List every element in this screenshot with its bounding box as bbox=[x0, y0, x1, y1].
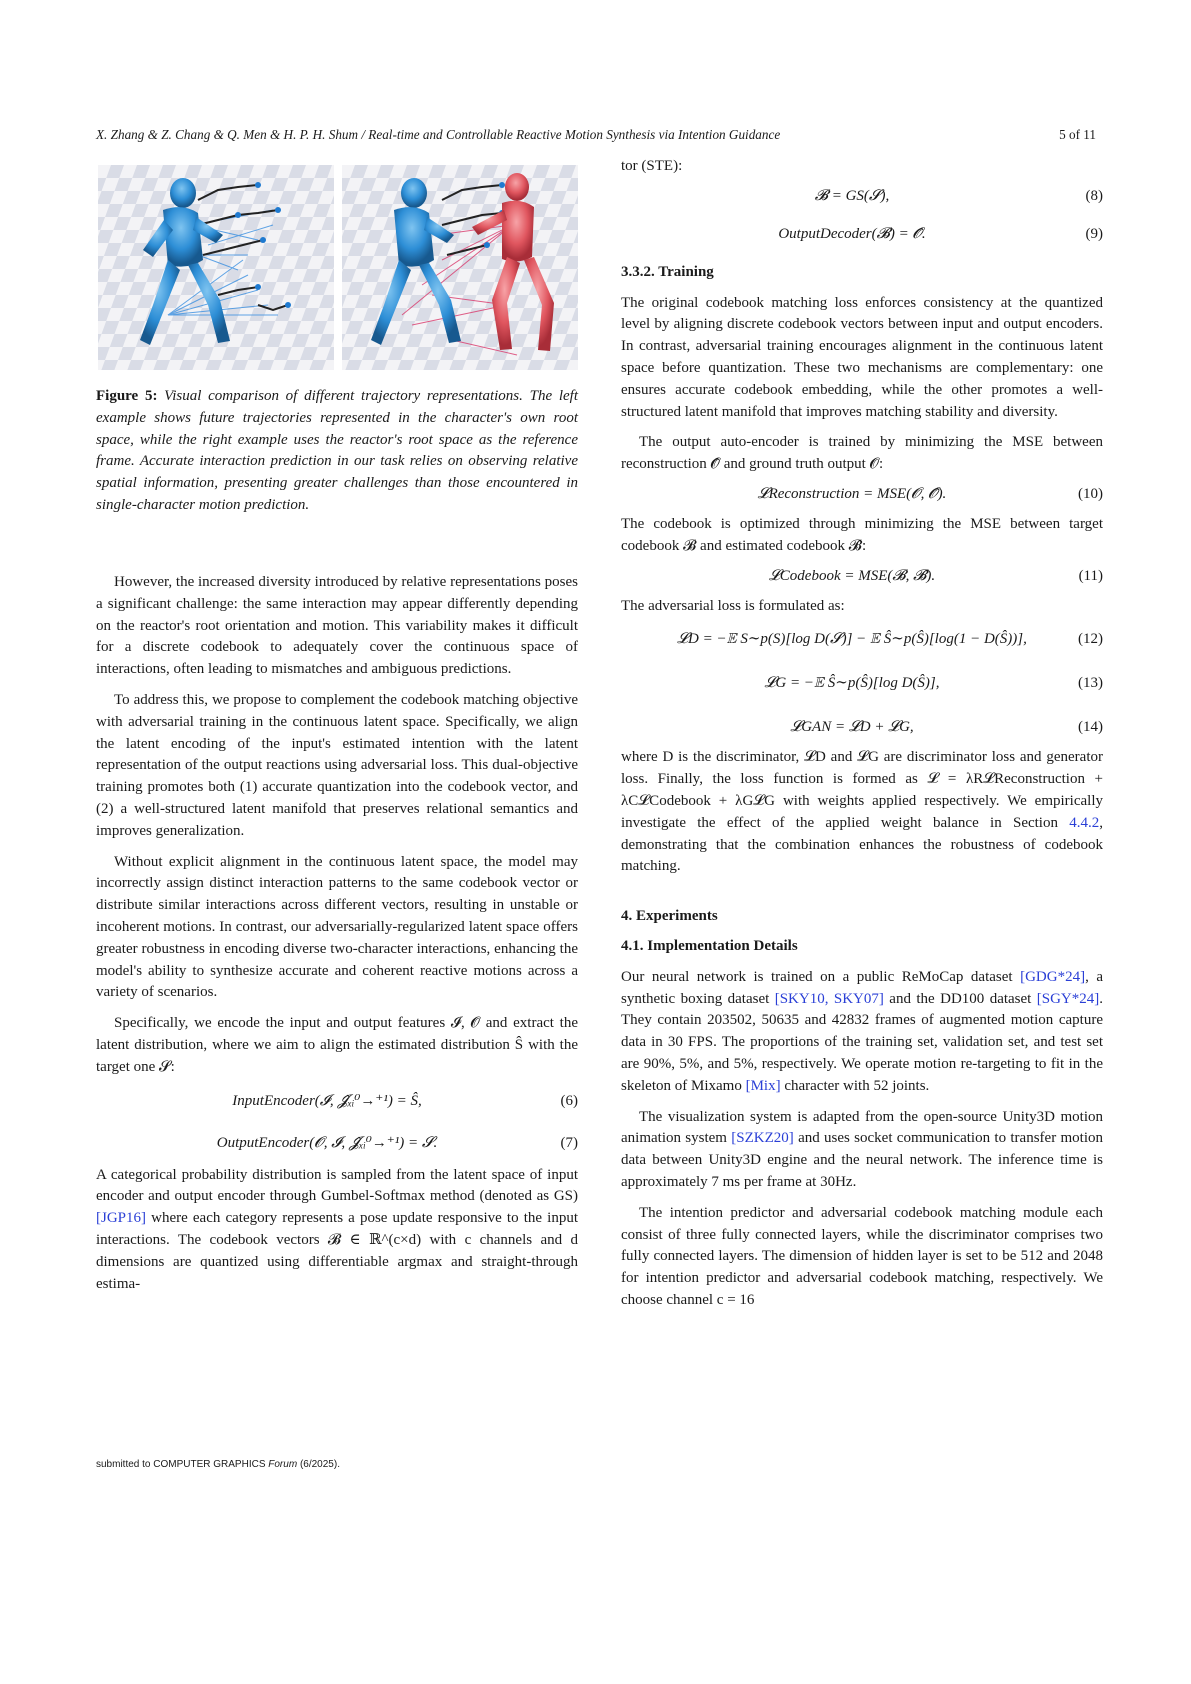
equation-12-number: (12) bbox=[1078, 631, 1103, 648]
footer: submitted to COMPUTER GRAPHICS Forum (6/2025). bbox=[96, 1459, 340, 1470]
equation-8-number: (8) bbox=[1085, 187, 1103, 204]
equation-6 bbox=[96, 1091, 578, 1113]
equation-9-number: (9) bbox=[1085, 225, 1103, 242]
render-reactor-root-space bbox=[342, 165, 578, 370]
paragraph-adversarial-proposal: To address this, we propose to complement the codebook matching objective with adversarial training in the continuous latent space. Specifically, we align the latent encoding of the input's estimated intention with the latent representation of the output reactions using adversarial loss. This dual-objective training promotes both (1) accurate quantization into the codebook vector, and (2) a well-structured latent manifold that preserves relational semantics and improves generalization. bbox=[96, 691, 578, 839]
equation-7-number: (7) bbox=[560, 1134, 578, 1151]
section-heading-training: 3.3.2. Training bbox=[621, 263, 714, 280]
equation-6-body: InputEncoder(𝓘, 𝓙̂ₓᵢ⁰→⁺¹) = Ŝ, bbox=[232, 1092, 422, 1109]
paragraph-ste-continued: tor (STE): bbox=[621, 158, 683, 174]
citation-mix[interactable]: [Mix] bbox=[745, 1077, 781, 1094]
running-header bbox=[96, 127, 1096, 143]
running-title: X. Zhang & Z. Chang & Q. Men & H. P. H. Shum / Real-time and Controllable Reactive Motion Synthesis via Intention Guidance bbox=[96, 127, 781, 142]
equation-14 bbox=[621, 717, 1103, 739]
paragraph-network-details: The intention predictor and adversarial codebook matching module each consist of three fully connected layers, while the discriminator comprises two fully connected layers. The dimension of hidden layer is set to be 512 and 2048 for intention predictor and adversarial codebook matching, respectively. We choose channel c = 16 bbox=[621, 1204, 1103, 1308]
figure-5 bbox=[98, 165, 578, 370]
citation-gdg24[interactable]: [GDG*24] bbox=[1020, 968, 1086, 985]
figure-panel-right bbox=[342, 165, 578, 370]
paragraph-codebook-loss: The original codebook matching loss enforces consistency at the quantized level by aligning discrete codebook vectors between input and output encoders. In contrast, adversarial training encourages alignment in the continuous latent space before quantization. These two mechanisms are complementary: one ensures accurate codebook embedding, while the other promotes a well-structured latent manifold that improves matching stability and diversity. bbox=[621, 294, 1103, 420]
figure-panel-left bbox=[98, 165, 334, 370]
equation-8-body: 𝓑 = GS(𝓢), bbox=[814, 187, 890, 204]
link-section-4-4-2[interactable]: 4.4.2 bbox=[1069, 814, 1100, 831]
paragraph-loss-function: where D is the discriminator, 𝓛D and 𝓛G are discriminator loss and generator loss. Finally, the loss function is formed as 𝓛 = λR𝓛Reconstruction + λC𝓛Codebook + λG𝓛G with weights applied respectively. We empirically investigate the effect of the applied weight balance in Section 4.4.2, demonstrating that the combination enhances the robustness of codebook matching. bbox=[621, 749, 1103, 875]
equation-9 bbox=[621, 224, 1103, 246]
section-heading-experiments: 4. Experiments bbox=[621, 908, 718, 925]
citation-sgy24[interactable]: [SGY*24] bbox=[1036, 990, 1100, 1007]
figure-5-caption bbox=[96, 386, 578, 517]
equation-10-body: 𝓛Reconstruction = MSE(𝓞, 𝓞̂). bbox=[757, 485, 947, 502]
paragraph-encode-features: Specifically, we encode the input and output features 𝓘, 𝓞 and extract the latent distribution, where we aim to align the estimated distribution Ŝ with the target one 𝓢: bbox=[96, 1015, 578, 1075]
paragraph-visualization-system: The visualization system is adapted from the open-source Unity3D motion animation system [SZKZ20] and uses socket communication to transfer motion data between Unity3D engine and the neural network. The inference time is approximately 7 ms per frame at 30Hz. bbox=[621, 1108, 1103, 1190]
equation-6-number: (6) bbox=[560, 1092, 578, 1109]
caption-label: Figure 5: bbox=[96, 388, 158, 404]
equation-14-number: (14) bbox=[1078, 719, 1103, 736]
equation-13-body: 𝓛G = −𝔼 Ŝ∼p(Ŝ)[log D(Ŝ)], bbox=[764, 675, 940, 692]
equation-10 bbox=[621, 484, 1103, 506]
paragraph-autoencoder-mse: The output auto-encoder is trained by minimizing the MSE between reconstruction 𝓞̂ and ground truth output 𝓞: bbox=[621, 434, 1103, 473]
equation-12 bbox=[621, 629, 1103, 651]
equation-11 bbox=[621, 566, 1103, 588]
citation-sky10-sky07[interactable]: [SKY10, SKY07] bbox=[774, 990, 884, 1007]
equation-13 bbox=[621, 673, 1103, 695]
paragraph-codebook-mse: The codebook is optimized through minimizing the MSE between target codebook 𝓑 and estimated codebook 𝓑̂: bbox=[621, 515, 1103, 554]
paragraph-adversarial-loss: The adversarial loss is formulated as: bbox=[621, 597, 845, 614]
citation-jgp16[interactable]: [JGP16] bbox=[96, 1210, 147, 1227]
paragraph-datasets: Our neural network is trained on a public ReMoCap dataset [GDG*24], a synthetic boxing dataset [SKY10, SKY07] and the DD100 dataset [SGY*24]. They contain 203502, 50635 and 42832 frames of augmented motion capture data in 30 FPS. The proportions of the training set, validation set, and test set are 90%, 5%, and 5%, respectively. We operate motion re-targeting to fit in the skeleton of Mixamo [Mix] character with 52 joints. bbox=[621, 968, 1104, 1094]
caption-text: Visual comparison of different trajectory representations. The left example shows future trajectories represented in the character's own root space, while the right example uses the reactor's root space as the reference frame. Accurate interaction prediction in our task relies on observing relative spatial information, presenting greater challenges than those encountered in single-character motion prediction. bbox=[96, 388, 578, 513]
paragraph-diversity-challenge: However, the increased diversity introduced by relative representations poses a significant challenge: the same interaction may appear differently depending on the reactor's root orientation and motion. This variability makes it difficult for a discrete codebook to adequately cover the continuous space of interactions, often leading to mismatches and ambiguous predictions. bbox=[96, 574, 578, 678]
paragraph-gumbel-softmax: A categorical probability distribution is sampled from the latent space of input encoder and output encoder through Gumbel-Softmax method (denoted as GS) [JGP16] where each category represents a pose update responsive to the input interactions. The codebook vectors 𝓑 ∈ ℝ^(c×d) with c channels and d dimensions are quantized using differentiable argmax and straight-through estima- bbox=[96, 1166, 578, 1292]
paragraph-latent-alignment: Without explicit alignment in the continuous latent space, the model may incorrectly assign distinct interaction patterns to the same codebook vector or distribute similar interactions across different vectors, resulting in unstable or incoherent motions. In contrast, our adversarially-regularized latent space offers greater robustness in encoding diverse two-character interactions, enhancing the model's ability to synthesize accurate and coherent reactive motions across a variety of scenarios. bbox=[96, 853, 578, 1001]
section-heading-implementation: 4.1. Implementation Details bbox=[621, 937, 798, 954]
equation-7-body: OutputEncoder(𝓞, 𝓘, 𝓙̂ₓᵢ⁰→⁺¹) = 𝓢. bbox=[216, 1134, 438, 1151]
equation-12-body: 𝓛D = −𝔼 S∼p(S)[log D(𝓢)] − 𝔼 Ŝ∼p(Ŝ)[log(1 − D(Ŝ))], bbox=[677, 631, 1027, 648]
equation-9-body: OutputDecoder(𝓑) = 𝓞̂. bbox=[778, 225, 926, 242]
equation-8 bbox=[621, 186, 1103, 208]
equation-10-number: (10) bbox=[1078, 485, 1103, 502]
page-number: 5 of 11 bbox=[1059, 127, 1096, 142]
equation-11-body: 𝓛Codebook = MSE(𝓑, 𝓑̂). bbox=[768, 567, 936, 584]
left-column bbox=[96, 572, 578, 1295]
equation-14-body: 𝓛GAN = 𝓛D + 𝓛G, bbox=[790, 719, 914, 736]
right-column bbox=[621, 156, 1103, 1312]
equation-13-number: (13) bbox=[1078, 675, 1103, 692]
equation-7 bbox=[96, 1133, 578, 1155]
render-own-root-space bbox=[98, 165, 334, 370]
equation-11-number: (11) bbox=[1078, 567, 1103, 584]
citation-szkz20[interactable]: [SZKZ20] bbox=[731, 1130, 794, 1147]
